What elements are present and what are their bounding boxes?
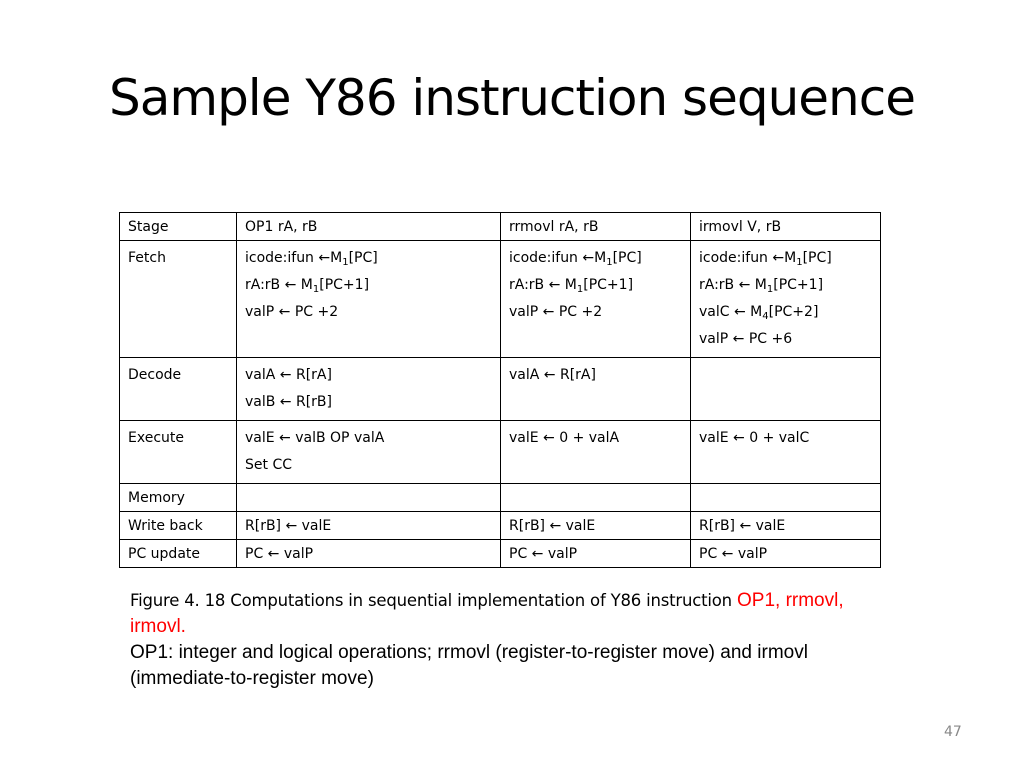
caption-body: OP1: integer and logical operations; rrmovl (register-to-register move) and irmovl (immediate-to-register move) <box>130 642 808 689</box>
table-row <box>120 512 881 540</box>
computation-cell <box>501 421 691 484</box>
computation-cell <box>501 358 691 421</box>
computation-cell <box>691 241 881 358</box>
stage-cell: PC update <box>120 540 237 568</box>
cell-line: PC ← valP <box>245 546 314 562</box>
caption-highlight: OP1, rrmovl, irmovl. <box>130 590 844 637</box>
cell-line: valE ← 0 + valA <box>509 430 620 446</box>
cell-line: rA:rB ← $M_1[PC+1]$ <box>699 277 824 295</box>
cell-line: rA:rB ← $M_1[PC+1]$ <box>245 277 370 295</box>
stage-cell: Memory <box>120 484 237 512</box>
computation-cell <box>501 241 691 358</box>
table-row <box>120 358 881 421</box>
cell-line: valP ← PC +2 <box>509 304 603 320</box>
computation-cell <box>691 512 881 540</box>
computation-cell <box>237 358 501 421</box>
computation-cell <box>691 421 881 484</box>
cell-line: valP ← PC +2 <box>245 304 339 320</box>
cell-line: PC ← valP <box>699 546 768 562</box>
cell-line: valE ← 0 + valC <box>699 430 810 446</box>
computation-cell <box>237 484 501 512</box>
cell-line: valC ← $M_4[PC+2]$ <box>699 304 819 322</box>
computation-cell <box>237 241 501 358</box>
computation-cell <box>237 421 501 484</box>
computation-cell <box>691 484 881 512</box>
stage-cell: Write back <box>120 512 237 540</box>
computation-cell <box>501 512 691 540</box>
header-rrmovl: rrmovl rA, rB <box>501 213 691 241</box>
computation-cell <box>237 512 501 540</box>
slide-title: Sample Y86 instruction sequence <box>108 69 915 127</box>
header-op1: OP1 rA, rB <box>237 213 501 241</box>
cell-line: icode:ifun $\leftarrow M_1[PC]$ <box>245 250 378 268</box>
cell-line: R[rB] ← valE <box>245 518 332 534</box>
cell-line: PC ← valP <box>509 546 578 562</box>
cell-line: R[rB] ← valE <box>699 518 786 534</box>
computation-cell <box>501 540 691 568</box>
cell-line: valA ← R[rA] <box>245 367 332 383</box>
table-row <box>120 421 881 484</box>
header-irmovl: irmovl V, rB <box>691 213 881 241</box>
cell-line: Set CC <box>245 457 292 473</box>
caption-lead: Figure 4. 18 Computations in sequential implementation of Y86 instruction <box>130 591 737 610</box>
computation-table <box>119 212 881 568</box>
cell-line: icode:ifun $\leftarrow M_1[PC]$ <box>509 250 642 268</box>
table-row <box>120 540 881 568</box>
table-body <box>120 213 881 568</box>
page-number: 47 <box>944 724 962 740</box>
stage-cell: Decode <box>120 358 237 421</box>
cell-line: valE ← valB OP valA <box>245 430 385 446</box>
stage-cell: Execute <box>120 421 237 484</box>
computation-cell <box>691 540 881 568</box>
stage-cell: Fetch <box>120 241 237 358</box>
table-row <box>120 484 881 512</box>
header-stage: Stage <box>120 213 237 241</box>
cell-line: icode:ifun $\leftarrow M_1[PC]$ <box>699 250 832 268</box>
figure-caption <box>130 588 900 692</box>
cell-line: valA ← R[rA] <box>509 367 596 383</box>
table-header-row <box>120 213 881 241</box>
table-row <box>120 241 881 358</box>
cell-line: rA:rB ← $M_1[PC+1]$ <box>509 277 634 295</box>
computation-cell <box>501 484 691 512</box>
cell-line: valB ← R[rB] <box>245 394 333 410</box>
cell-line: R[rB] ← valE <box>509 518 596 534</box>
computation-cell <box>691 358 881 421</box>
computation-cell <box>237 540 501 568</box>
cell-line: valP ← PC +6 <box>699 331 793 347</box>
